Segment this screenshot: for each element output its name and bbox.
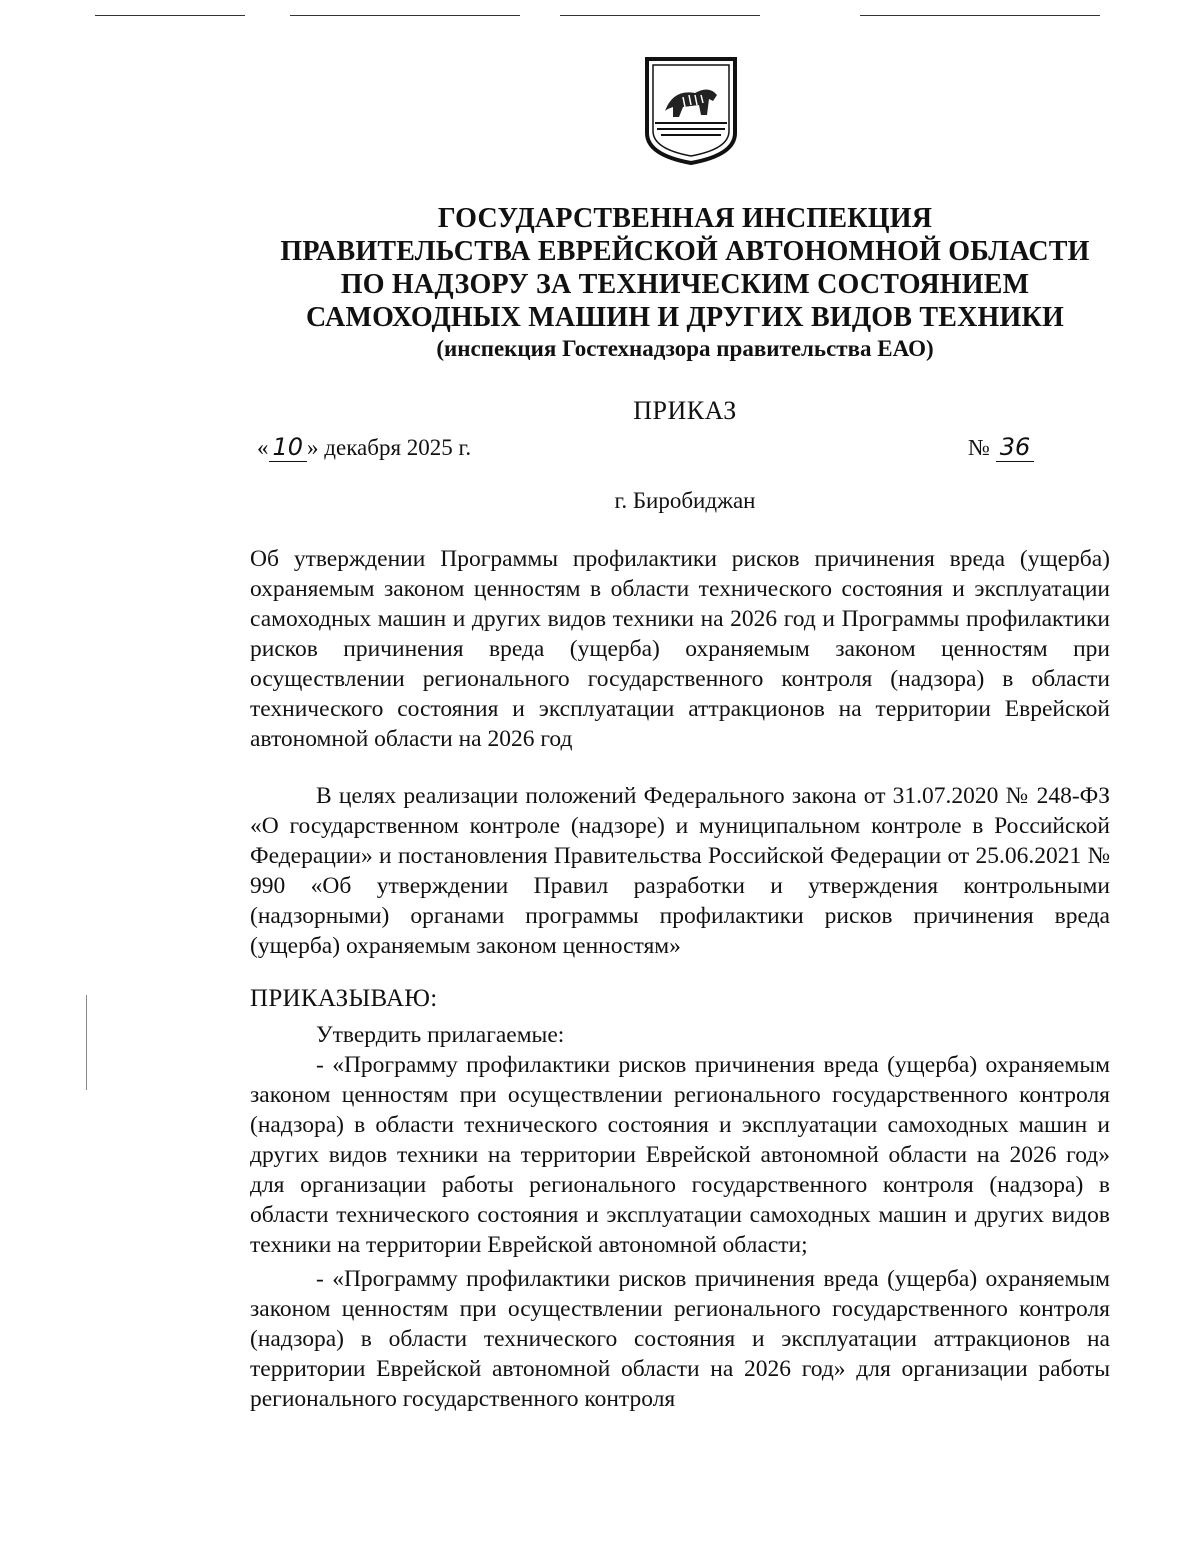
scan-margin-line bbox=[86, 995, 87, 1090]
preamble-text: В целях реализации положений Федерального закона от 31.07.2020 № 248-ФЗ «О государственном контроле (надзоре) и муниципальном контроле в Российской Федерации» и постановления Правительства Российской Федерации от 25.06.2021 № 990 «Об утверждении Правил разработки и утверждения контрольными (надзорными) органами программы профилактики рисков причинения вреда (ущерба) охраняемым законом ценностям» bbox=[250, 783, 1110, 959]
header-line: ГОСУДАРСТВЕННАЯ ИНСПЕКЦИЯ bbox=[437, 203, 933, 234]
approve-line: Утвердить прилагаемые: bbox=[316, 1022, 565, 1048]
order-body bbox=[250, 1020, 1110, 1414]
subject-text: Об утверждении Программы профилактики рисков причинения вреда (ущерба) охраняемым законом ценностям в области технического состояния и эксплуатации самоходных машин и других видов техники на 2026 год и Программы профилактики рисков причинения вреда (ущерба) охраняемым законом ценностям при осуществлении регионального государственного контроля (надзора) в области технического состояния и эксплуатации аттракционов на территории Еврейской автономной области на 2026 год bbox=[250, 546, 1110, 752]
number-handwritten: 36 bbox=[996, 433, 1035, 462]
number-label: № bbox=[968, 435, 990, 460]
order-subject bbox=[250, 544, 1110, 754]
list-item: - «Программу профилактики рисков причинения вреда (ущерба) охраняемым законом ценностям при осуществлении регионального государственного контроля (надзора) в области технического состояния и эксплуатации аттракционов на территории Еврейской автономной области на 2026 год» для организации работы регионального государственного контроля bbox=[250, 1266, 1110, 1412]
date-prefix: « bbox=[257, 435, 269, 460]
scan-artifact bbox=[560, 15, 760, 16]
scan-artifact bbox=[860, 15, 1100, 16]
header-subtitle: (инспекция Гостехнадзора правительства ЕАО) bbox=[436, 336, 934, 361]
date-day-handwritten: 10 bbox=[269, 433, 308, 462]
order-date bbox=[257, 433, 471, 461]
scan-artifact bbox=[95, 15, 245, 16]
organization-header bbox=[250, 202, 1120, 364]
order-preamble bbox=[250, 781, 1110, 961]
emblem-icon bbox=[643, 55, 739, 167]
header-line: ПО НАДЗОРУ ЗА ТЕХНИЧЕСКИМ СОСТОЯНИЕМ bbox=[340, 269, 1030, 300]
scan-artifact bbox=[290, 15, 520, 16]
list-item: - «Программу профилактики рисков причинения вреда (ущерба) охраняемым законом ценностям при осуществлении регионального государственного контроля (надзора) в области технического состояния и эксплуатации самоходных машин и других видов техники на территории Еврейской автономной области на 2026 год» для организации работы регионального государственного контроля (надзора) в области технического состояния и эксплуатации самоходных машин и других видов техники на территории Еврейской автономной области; bbox=[250, 1052, 1110, 1258]
date-rest: » декабря 2025 г. bbox=[307, 435, 472, 460]
document-title: ПРИКАЗ bbox=[633, 396, 737, 425]
city-line: г. Биробиджан bbox=[614, 488, 756, 513]
header-line: ПРАВИТЕЛЬСТВА ЕВРЕЙСКОЙ АВТОНОМНОЙ ОБЛАСТИ bbox=[280, 236, 1090, 267]
order-number bbox=[968, 433, 1034, 461]
order-directive-word: ПРИКАЗЫВАЮ: bbox=[250, 985, 438, 1012]
header-line: САМОХОДНЫХ МАШИН И ДРУГИХ ВИДОВ ТЕХНИКИ bbox=[306, 302, 1064, 333]
